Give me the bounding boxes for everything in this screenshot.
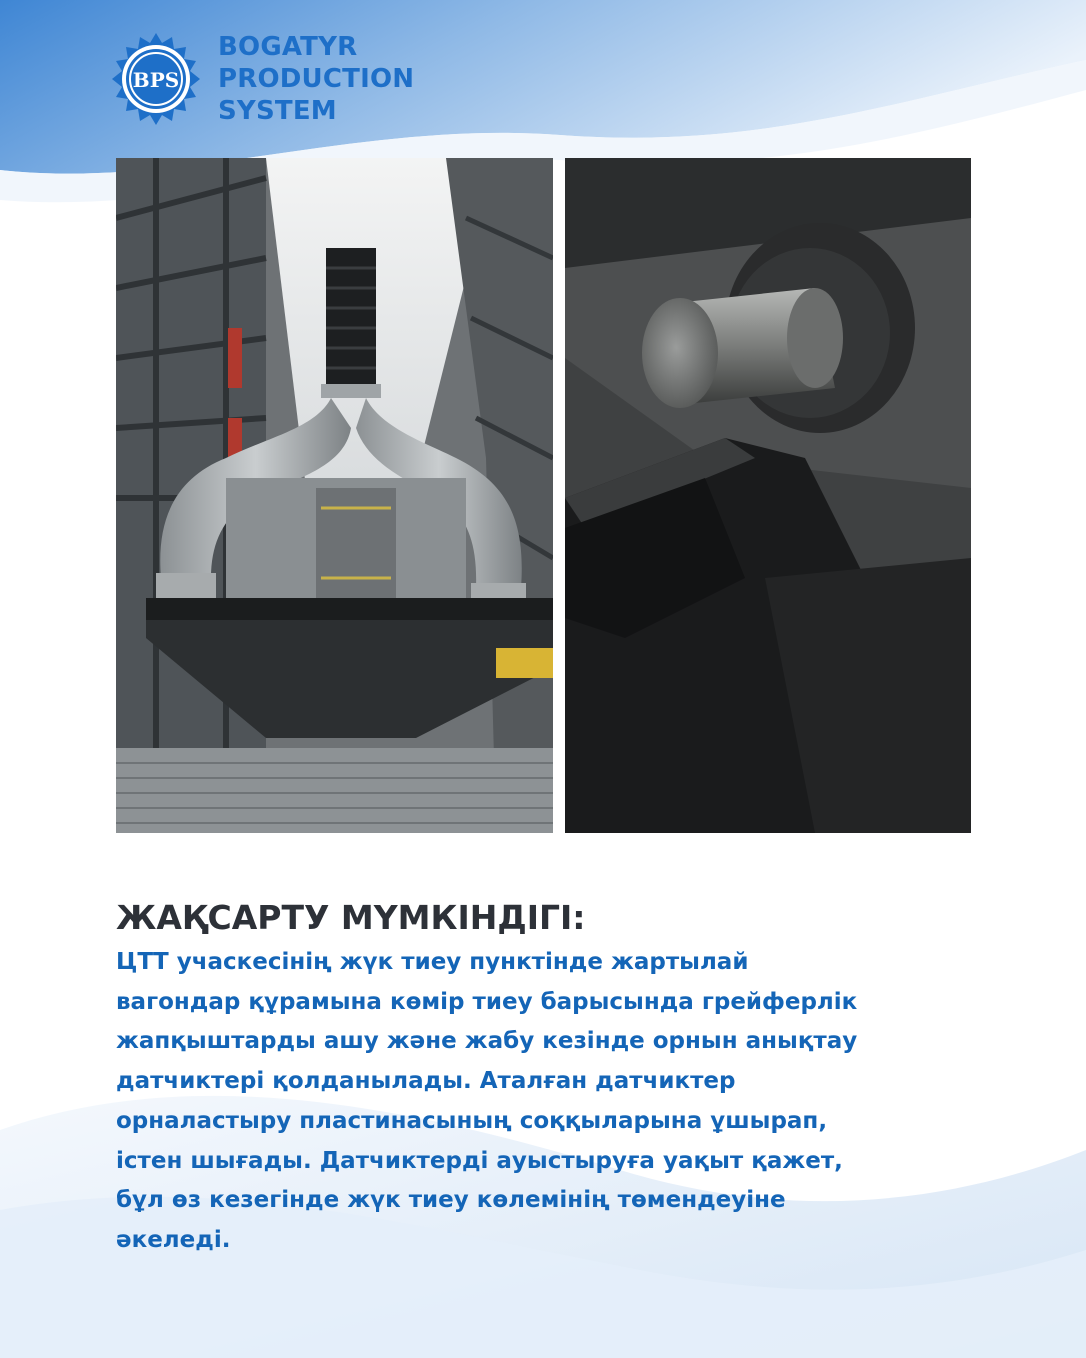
description-text	[116, 943, 857, 1261]
description-line: істен шығады. Датчиктерді ауыстыруға уақыт қажет,	[116, 1147, 843, 1174]
section-heading: ЖАҚСАРТУ МҮМКІНДІГІ:	[116, 898, 586, 937]
brand-name-line-3: SYSTEM	[218, 96, 337, 126]
brand-name-line-2: PRODUCTION	[218, 64, 415, 94]
gear-logo-icon	[104, 27, 208, 131]
description-line: орналастыру пластинасының соққыларына ұшырап,	[116, 1107, 828, 1134]
description-line: датчиктері қолданылады. Аталған датчиктер	[116, 1068, 736, 1095]
description-line: жапқыштарды ашу және жабу кезінде орнын анықтау	[116, 1028, 858, 1055]
description-line: вагондар құрамына көмір тиеу барысында грейферлік	[116, 988, 858, 1015]
logo-mark-text: BPS	[132, 68, 180, 92]
description-line: ЦТТ учаскесінің жүк тиеу пунктінде жартылай	[116, 949, 749, 975]
brand-name	[218, 31, 414, 127]
description-line: әкеледі.	[116, 1226, 231, 1253]
brand-name-line-1: BOGATYR	[218, 32, 358, 62]
brand-logo	[104, 27, 414, 131]
ventilation-duct-photo	[116, 158, 553, 833]
description-line: бұл өз кезегінде жүк тиеу көлемінің төмендеуіне	[116, 1187, 786, 1214]
sensor-pin-photo	[565, 158, 971, 833]
